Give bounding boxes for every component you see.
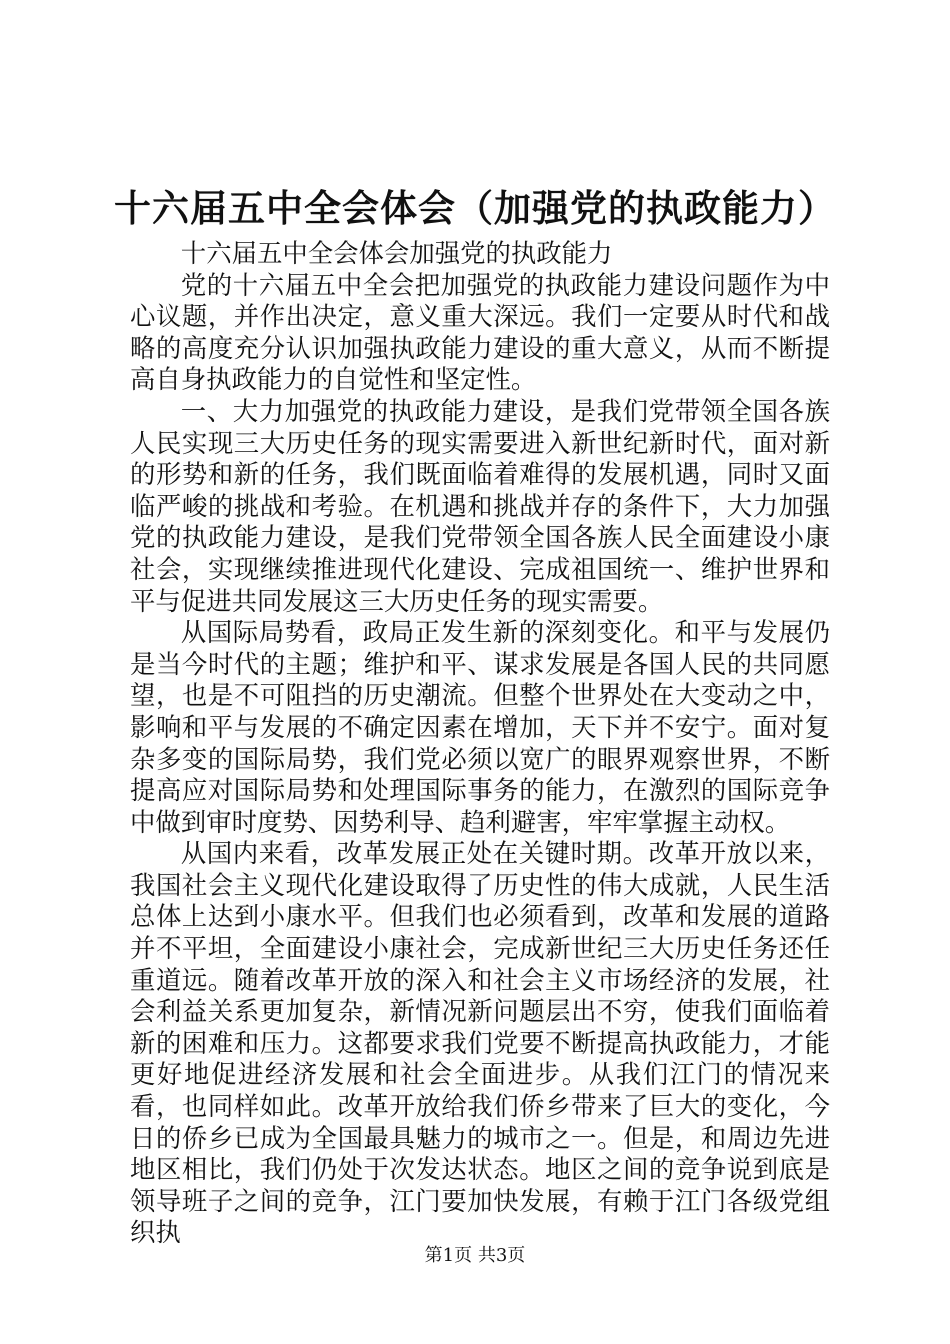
paragraph: 党的十六届五中全会把加强党的执政能力建设问题作为中心议题，并作出决定，意义重大深远。我们一定要从时代和战略的高度充分认识加强执政能力建设的重大意义，从而不断提高自身执政能力的自觉性和坚定性。: [130, 269, 830, 395]
paragraph: 一、大力加强党的执政能力建设，是我们党带领全国各族人民实现三大历史任务的现实需要进入新世纪新时代，面对新的形势和新的任务，我们既面临着难得的发展机遇，同时又面临严峻的挑战和考验。在机遇和挑战并存的条件下，大力加强党的执政能力建设，是我们党带领全国各族人民全面建设小康社会，实现继续推进现代化建设、完成祖国统一、维护世界和平与促进共同发展这三大历史任务的现实需要。: [130, 395, 830, 616]
document-body: [130, 238, 830, 1249]
paragraph: 从国内来看，改革发展正处在关键时期。改革开放以来，我国社会主义现代化建设取得了历史性的伟大成就，人民生活总体上达到小康水平。但我们也必须看到，改革和发展的道路并不平坦，全面建设小康社会，完成新世纪三大历史任务还任重道远。随着改革开放的深入和社会主义市场经济的发展，社会利益关系更加复杂，新情况新问题层出不穷，使我们面临着新的困难和压力。这都要求我们党要不断提高执政能力，才能更好地促进经济发展和社会全面进步。从我们江门的情况来看，也同样如此。改革开放给我们侨乡带来了巨大的变化，今日的侨乡已成为全国最具魅力的城市之一。但是，和周边先进地区相比，我们仍处于次发达状态。地区之间的竞争说到底是领导班子之间的竞争，江门要加快发展，有赖于江门各级党组织执: [130, 838, 830, 1248]
paragraph-subtitle: 十六届五中全会体会加强党的执政能力: [180, 238, 613, 268]
page-footer: 第1页 共3页: [424, 1245, 526, 1266]
paragraph: 从国际局势看，政局正发生新的深刻变化。和平与发展仍是当今时代的主题；维护和平、谋求发展是各国人民的共同愿望，也是不可阻挡的历史潮流。但整个世界处在大变动之中，影响和平与发展的不确定因素在增加，天下并不安宁。面对复杂多变的国际局势，我们党必须以宽广的眼界观察世界，不断提高应对国际局势和处理国际事务的能力，在激烈的国际竞争中做到审时度势、因势利导、趋利避害，牢牢掌握主动权。: [130, 617, 830, 837]
document-title: 十六届五中全会体会（加强党的执政能力）: [114, 187, 836, 230]
